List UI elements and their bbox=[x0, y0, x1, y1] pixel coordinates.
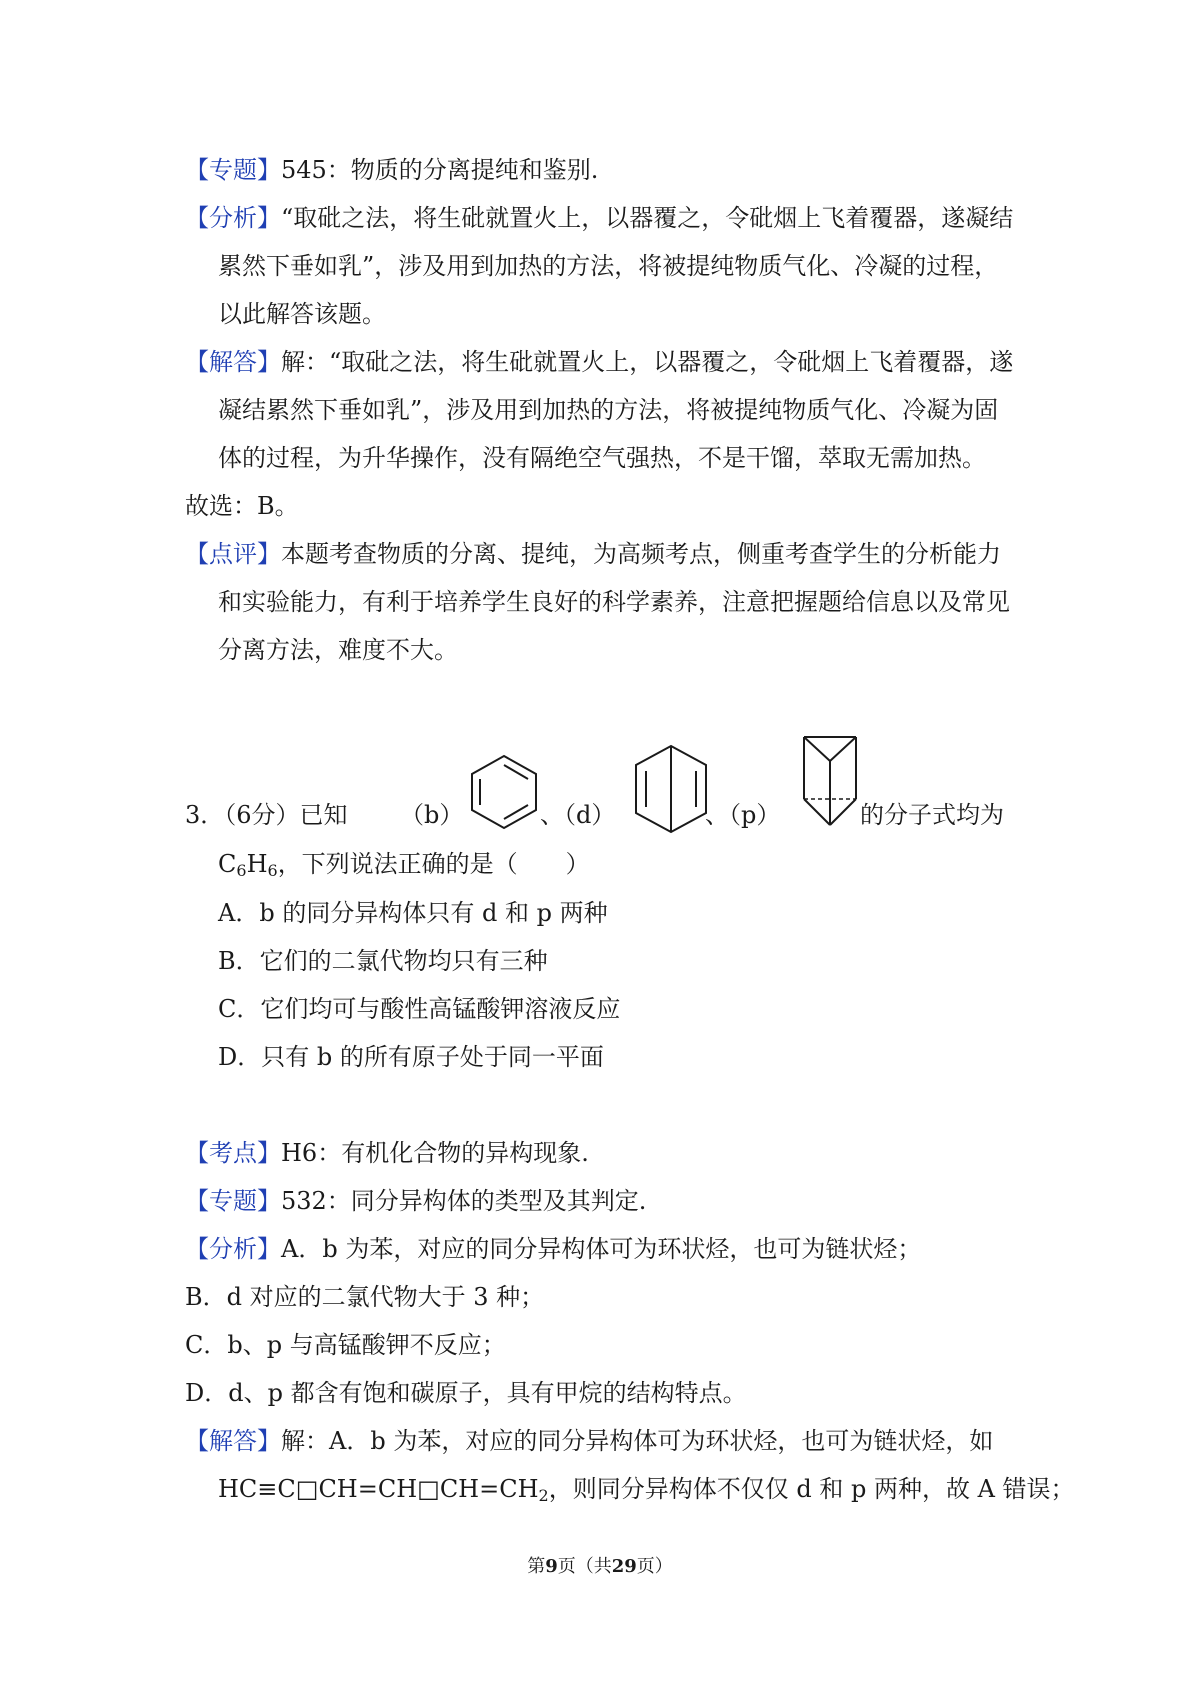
kaodian-tag: 【考点】 bbox=[185, 1139, 281, 1167]
question-stem-rest: ，下列说法正确的是（ ） bbox=[277, 850, 590, 878]
fenxi-line-2: 累然下垂如乳”，涉及用到加热的方法，将被提纯物质气化、冷凝的过程， bbox=[218, 252, 999, 280]
chain-formula-sub: 2 bbox=[538, 1486, 549, 1505]
question-suffix: 的分子式均为 bbox=[860, 801, 1004, 829]
benzene-structure-icon bbox=[468, 752, 540, 832]
page-footer bbox=[0, 1555, 1200, 1579]
fenxi-line-3: 以此解答该题。 bbox=[218, 300, 386, 328]
option-c: C．它们均可与酸性高锰酸钾溶液反应 bbox=[218, 995, 621, 1023]
dianping-tag: 【点评】 bbox=[185, 540, 281, 568]
option-b: B．它们的二氯代物均只有三种 bbox=[218, 947, 548, 975]
analysis-c-line: C．b、p 与高锰酸钾不反应； bbox=[185, 1331, 506, 1359]
dianping-line-2: 和实验能力，有利于培养学生良好的科学素养，注意把握题给信息以及常见 bbox=[218, 588, 1010, 616]
kaodian-text: H6：有机化合物的异构现象. bbox=[281, 1139, 589, 1167]
zhuanti-text-2: 532：同分异构体的类型及其判定. bbox=[281, 1187, 647, 1215]
fenxi-text-answer: A．b 为苯，对应的同分异构体可为环状烃，也可为链状烃； bbox=[281, 1235, 922, 1263]
fenxi-tag: 【分析】 bbox=[185, 204, 281, 232]
jieda-text-answer: 解：A．b 为苯，对应的同分异构体可为环状烃，也可为链状烃，如 bbox=[281, 1427, 994, 1455]
footer-total-pages: 29 bbox=[611, 1556, 637, 1577]
formula-sub-1: 6 bbox=[236, 861, 247, 880]
question-line-2 bbox=[218, 849, 590, 879]
dianping-line-1 bbox=[185, 539, 1001, 569]
analysis-d-line: D．d、p 都含有饱和碳原子，具有甲烷的结构特点。 bbox=[185, 1379, 747, 1407]
zhuanti-line-2 bbox=[185, 1186, 646, 1216]
zhuanti-tag: 【专题】 bbox=[185, 156, 281, 184]
zhuanti-line-1 bbox=[185, 155, 598, 185]
footer-post: 页） bbox=[636, 1556, 673, 1577]
zhuanti-tag-2: 【专题】 bbox=[185, 1187, 281, 1215]
fenxi-line-1 bbox=[185, 203, 1013, 233]
jieda-tag: 【解答】 bbox=[185, 348, 281, 376]
jieda-line-answer bbox=[185, 1426, 993, 1456]
footer-page-number: 9 bbox=[545, 1556, 558, 1577]
jieda-line-1 bbox=[185, 347, 1013, 377]
option-a: A．b 的同分异构体只有 d 和 p 两种 bbox=[218, 899, 608, 927]
dewar-benzene-structure-icon bbox=[632, 743, 710, 835]
footer-pre: 第 bbox=[527, 1556, 546, 1577]
analysis-b-line: B．d 对应的二氯代物大于 3 种； bbox=[185, 1283, 545, 1311]
formula-sub-2: 6 bbox=[267, 861, 278, 880]
dianping-text-1: 本题考查物质的分离、提纯，为高频考点，侧重考查学生的分析能力 bbox=[281, 540, 1001, 568]
fenxi-text-1: “取砒之法，将生砒就置火上，以器覆之，令砒烟上飞着覆器，遂凝结 bbox=[281, 204, 1014, 232]
option-d: D．只有 b 的所有原子处于同一平面 bbox=[218, 1043, 604, 1071]
kaodian-line bbox=[185, 1138, 589, 1168]
jieda-tag-2: 【解答】 bbox=[185, 1427, 281, 1455]
jieda-line-3: 体的过程，为升华操作，没有隔绝空气强热，不是干馏，萃取无需加热。 bbox=[218, 444, 986, 472]
fenxi-line-answer bbox=[185, 1234, 921, 1264]
label-d: 、（d） bbox=[540, 801, 616, 829]
label-b: （b） bbox=[400, 801, 464, 829]
guxuan-line: 故选：B。 bbox=[185, 492, 299, 520]
jieda-text-1: 解：“取砒之法，将生砒就置火上，以器覆之，令砒烟上飞着覆器，遂 bbox=[281, 348, 1014, 376]
label-p: 、（p） bbox=[705, 801, 781, 829]
formula-c: C bbox=[218, 850, 237, 878]
fenxi-tag-2: 【分析】 bbox=[185, 1235, 281, 1263]
prismane-structure-icon bbox=[800, 733, 860, 833]
dianping-line-3: 分离方法，难度不大。 bbox=[218, 636, 458, 664]
jieda-last-text: ，则同分异构体不仅仅 d 和 p 两种，故 A 错误； bbox=[548, 1475, 1075, 1503]
jieda-last-line bbox=[218, 1474, 1075, 1504]
formula-h: H bbox=[246, 850, 268, 878]
zhuanti-text: 545：物质的分离提纯和鉴别. bbox=[281, 156, 599, 184]
jieda-line-2: 凝结累然下垂如乳”，涉及用到加热的方法，将被提纯物质气化、冷凝为固 bbox=[218, 396, 999, 424]
footer-mid: 页（共 bbox=[557, 1556, 612, 1577]
question-prefix: 3．（6分）已知 bbox=[185, 801, 348, 829]
chain-formula: HC≡C□CH=CH□CH=CH bbox=[218, 1475, 539, 1503]
